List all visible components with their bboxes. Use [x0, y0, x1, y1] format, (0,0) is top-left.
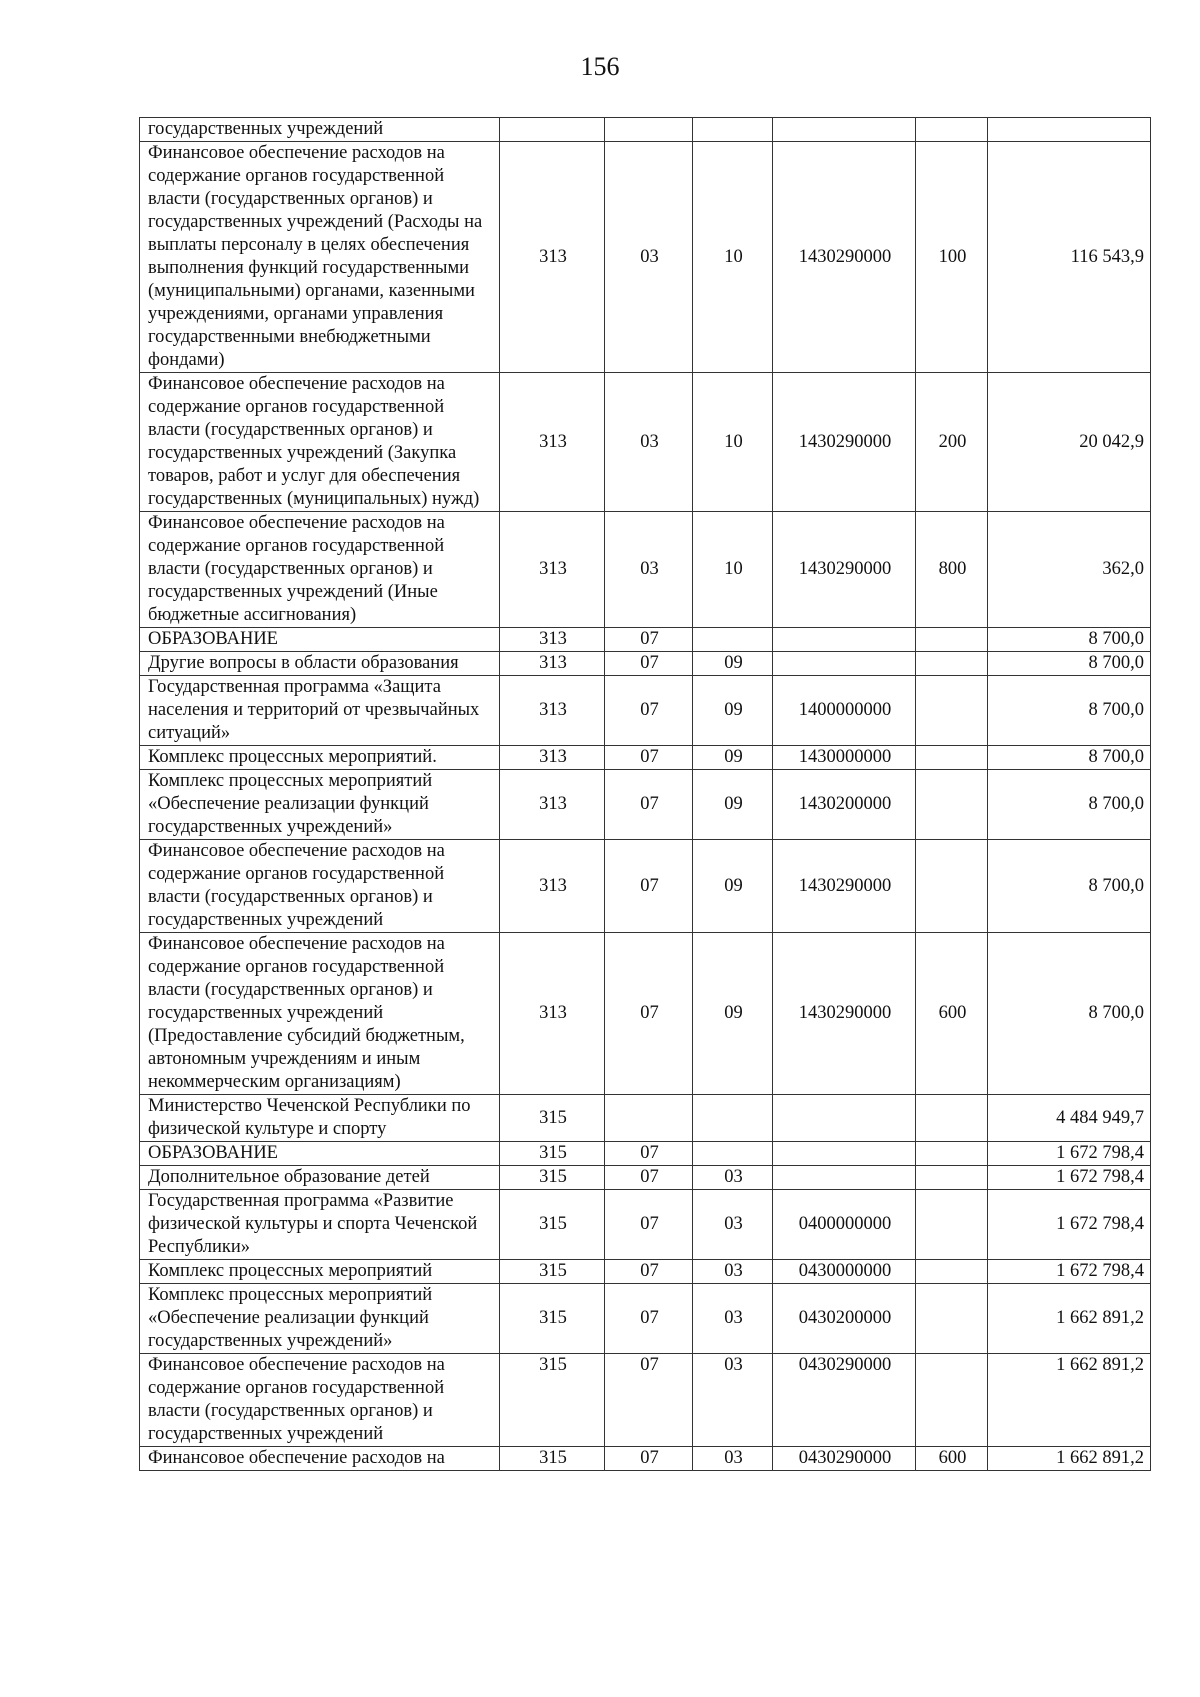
row-target-code — [773, 652, 916, 676]
row-name: Дополнительное образование детей — [140, 1166, 500, 1190]
row-amount — [988, 118, 1151, 142]
row-subsection-code: 09 — [693, 933, 773, 1095]
row-subsection-code — [693, 1142, 773, 1166]
row-target-code: 0400000000 — [773, 1190, 916, 1260]
row-subsection-code — [693, 118, 773, 142]
row-amount: 8 700,0 — [988, 652, 1151, 676]
page-number: 156 — [580, 52, 620, 81]
row-subsection-code: 10 — [693, 142, 773, 373]
table-row — [140, 1260, 1151, 1284]
table-row — [140, 1284, 1151, 1354]
row-section-code: 07 — [605, 1166, 693, 1190]
row-admin-code: 313 — [500, 512, 605, 628]
row-expense-type: 600 — [916, 933, 988, 1095]
row-subsection-code: 03 — [693, 1260, 773, 1284]
row-expense-type — [916, 1284, 988, 1354]
row-section-code: 07 — [605, 1354, 693, 1447]
row-amount: 4 484 949,7 — [988, 1095, 1151, 1142]
row-section-code: 07 — [605, 770, 693, 840]
row-name: Финансовое обеспечение расходов на содержание органов государственной власти (государственных органов) и государственных учреждений (Иные бюджетные ассигнования) — [140, 512, 500, 628]
row-expense-type: 600 — [916, 1447, 988, 1471]
row-section-code: 07 — [605, 1142, 693, 1166]
row-admin-code: 313 — [500, 746, 605, 770]
row-admin-code: 315 — [500, 1095, 605, 1142]
table-row — [140, 746, 1151, 770]
row-section-code — [605, 118, 693, 142]
row-section-code: 03 — [605, 512, 693, 628]
row-section-code: 03 — [605, 373, 693, 512]
row-amount: 1 672 798,4 — [988, 1260, 1151, 1284]
row-target-code: 1400000000 — [773, 676, 916, 746]
row-subsection-code — [693, 628, 773, 652]
row-expense-type: 200 — [916, 373, 988, 512]
budget-table — [139, 117, 1151, 1471]
row-subsection-code: 03 — [693, 1166, 773, 1190]
row-section-code: 07 — [605, 628, 693, 652]
row-expense-type — [916, 1142, 988, 1166]
table-row — [140, 933, 1151, 1095]
row-name: Финансовое обеспечение расходов на содержание органов государственной власти (государственных органов) и государственных учреждений (Закупка товаров, работ и услуг для обеспечения государственных (муниципальных) нужд) — [140, 373, 500, 512]
row-target-code: 1430290000 — [773, 840, 916, 933]
row-name: Финансовое обеспечение расходов на содержание органов государственной власти (государственных органов) и государственных учреждений — [140, 1354, 500, 1447]
row-expense-type — [916, 1354, 988, 1447]
row-target-code: 0430200000 — [773, 1284, 916, 1354]
row-subsection-code: 09 — [693, 770, 773, 840]
row-target-code: 1430000000 — [773, 746, 916, 770]
row-section-code: 07 — [605, 676, 693, 746]
row-name: Комплекс процессных мероприятий «Обеспечение реализации функций государственных учреждений» — [140, 770, 500, 840]
row-target-code — [773, 1142, 916, 1166]
row-amount: 116 543,9 — [988, 142, 1151, 373]
row-subsection-code: 03 — [693, 1447, 773, 1471]
row-section-code: 03 — [605, 142, 693, 373]
table-row — [140, 512, 1151, 628]
row-admin-code: 313 — [500, 628, 605, 652]
row-expense-type — [916, 746, 988, 770]
row-admin-code: 315 — [500, 1284, 605, 1354]
row-admin-code: 313 — [500, 840, 605, 933]
row-expense-type — [916, 1190, 988, 1260]
row-target-code — [773, 1166, 916, 1190]
row-expense-type: 100 — [916, 142, 988, 373]
table-row — [140, 1166, 1151, 1190]
row-subsection-code: 10 — [693, 373, 773, 512]
table-row — [140, 628, 1151, 652]
row-expense-type — [916, 840, 988, 933]
table-row — [140, 770, 1151, 840]
row-amount: 1 662 891,2 — [988, 1447, 1151, 1471]
row-section-code: 07 — [605, 652, 693, 676]
row-section-code: 07 — [605, 933, 693, 1095]
row-name: ОБРАЗОВАНИЕ — [140, 628, 500, 652]
row-amount: 1 672 798,4 — [988, 1142, 1151, 1166]
table-row — [140, 676, 1151, 746]
table-row — [140, 652, 1151, 676]
row-amount: 1 672 798,4 — [988, 1166, 1151, 1190]
row-target-code: 1430290000 — [773, 373, 916, 512]
row-expense-type — [916, 676, 988, 746]
row-name: Комплекс процессных мероприятий — [140, 1260, 500, 1284]
row-amount: 8 700,0 — [988, 676, 1151, 746]
table-row — [140, 1142, 1151, 1166]
row-expense-type — [916, 652, 988, 676]
row-section-code: 07 — [605, 746, 693, 770]
row-amount: 1 662 891,2 — [988, 1284, 1151, 1354]
row-amount: 8 700,0 — [988, 770, 1151, 840]
table-row — [140, 1095, 1151, 1142]
row-target-code — [773, 628, 916, 652]
row-subsection-code: 09 — [693, 676, 773, 746]
table-row — [140, 1190, 1151, 1260]
row-name: Государственная программа «Защита населения и территорий от чрезвычайных ситуаций» — [140, 676, 500, 746]
row-name: Государственная программа «Развитие физической культуры и спорта Чеченской Республики» — [140, 1190, 500, 1260]
row-subsection-code: 09 — [693, 652, 773, 676]
row-name: Финансовое обеспечение расходов на — [140, 1447, 500, 1471]
row-subsection-code: 03 — [693, 1284, 773, 1354]
row-amount: 8 700,0 — [988, 840, 1151, 933]
row-admin-code: 315 — [500, 1166, 605, 1190]
table-row — [140, 373, 1151, 512]
row-subsection-code: 09 — [693, 746, 773, 770]
row-target-code — [773, 118, 916, 142]
row-name: Министерство Чеченской Республики по физической культуре и спорту — [140, 1095, 500, 1142]
row-amount: 20 042,9 — [988, 373, 1151, 512]
table-row — [140, 840, 1151, 933]
budget-table-body — [140, 118, 1151, 1471]
row-expense-type: 800 — [916, 512, 988, 628]
row-admin-code: 315 — [500, 1260, 605, 1284]
row-section-code — [605, 1095, 693, 1142]
row-target-code: 0430000000 — [773, 1260, 916, 1284]
row-expense-type — [916, 118, 988, 142]
row-subsection-code — [693, 1095, 773, 1142]
row-admin-code: 315 — [500, 1190, 605, 1260]
row-subsection-code: 09 — [693, 840, 773, 933]
row-expense-type — [916, 770, 988, 840]
row-amount: 8 700,0 — [988, 933, 1151, 1095]
row-admin-code: 313 — [500, 142, 605, 373]
row-name: Финансовое обеспечение расходов на содержание органов государственной власти (государственных органов) и государственных учреждений (Расходы на выплаты персоналу в целях обеспечения выполнения функций государственными (муниципальными) органами, казенными учреждениями, органами управления государственными внебюджетными фондами) — [140, 142, 500, 373]
row-name: ОБРАЗОВАНИЕ — [140, 1142, 500, 1166]
table-row — [140, 1354, 1151, 1447]
row-subsection-code: 03 — [693, 1354, 773, 1447]
row-target-code: 1430290000 — [773, 142, 916, 373]
row-expense-type — [916, 628, 988, 652]
row-amount: 1 662 891,2 — [988, 1354, 1151, 1447]
row-amount: 8 700,0 — [988, 628, 1151, 652]
row-section-code: 07 — [605, 1447, 693, 1471]
row-subsection-code: 10 — [693, 512, 773, 628]
row-admin-code: 315 — [500, 1354, 605, 1447]
row-expense-type — [916, 1260, 988, 1284]
row-admin-code: 313 — [500, 676, 605, 746]
row-admin-code: 313 — [500, 933, 605, 1095]
row-admin-code: 315 — [500, 1142, 605, 1166]
row-name: Финансовое обеспечение расходов на содержание органов государственной власти (государственных органов) и государственных учреждений (Предоставление субсидий бюджетным, автономным учреждениям и иным некоммерческим организациям) — [140, 933, 500, 1095]
row-amount: 362,0 — [988, 512, 1151, 628]
row-amount: 1 672 798,4 — [988, 1190, 1151, 1260]
table-row — [140, 1447, 1151, 1471]
row-admin-code: 315 — [500, 1447, 605, 1471]
table-row — [140, 142, 1151, 373]
row-target-code: 0430290000 — [773, 1354, 916, 1447]
row-section-code: 07 — [605, 1260, 693, 1284]
row-admin-code: 313 — [500, 770, 605, 840]
row-section-code: 07 — [605, 1284, 693, 1354]
row-target-code: 1430200000 — [773, 770, 916, 840]
row-name: Комплекс процессных мероприятий. — [140, 746, 500, 770]
row-name: государственных учреждений — [140, 118, 500, 142]
row-subsection-code: 03 — [693, 1190, 773, 1260]
row-target-code: 0430290000 — [773, 1447, 916, 1471]
row-expense-type — [916, 1095, 988, 1142]
row-section-code: 07 — [605, 1190, 693, 1260]
row-target-code: 1430290000 — [773, 933, 916, 1095]
row-amount: 8 700,0 — [988, 746, 1151, 770]
table-row — [140, 118, 1151, 142]
row-admin-code: 313 — [500, 652, 605, 676]
row-name: Другие вопросы в области образования — [140, 652, 500, 676]
row-expense-type — [916, 1166, 988, 1190]
row-target-code: 1430290000 — [773, 512, 916, 628]
row-target-code — [773, 1095, 916, 1142]
row-admin-code — [500, 118, 605, 142]
row-section-code: 07 — [605, 840, 693, 933]
row-name: Комплекс процессных мероприятий «Обеспечение реализации функций государственных учреждений» — [140, 1284, 500, 1354]
row-admin-code: 313 — [500, 373, 605, 512]
row-name: Финансовое обеспечение расходов на содержание органов государственной власти (государственных органов) и государственных учреждений — [140, 840, 500, 933]
